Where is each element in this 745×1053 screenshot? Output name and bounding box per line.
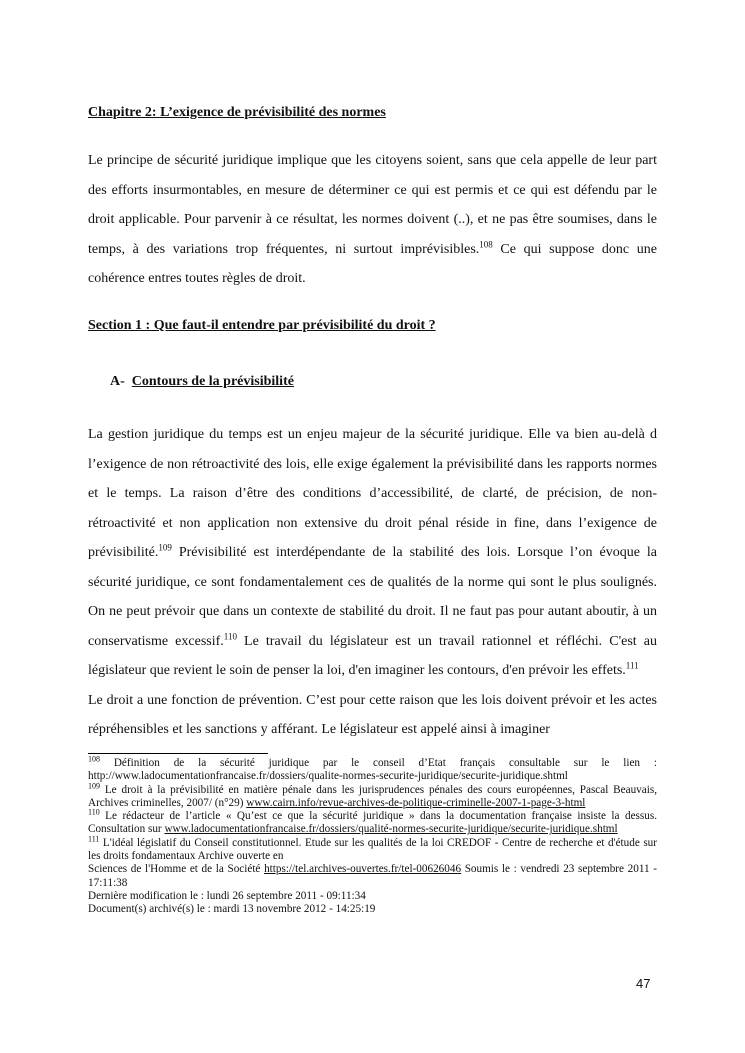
body-text-3: Le travail du législateur est un travail rationnel et réfléchi. C'est au législateur que revient le soin de penser la loi, d'en imaginer les contours, d'en prévoir les effets. — [88, 633, 657, 678]
body-paragraph-2: Le droit a une fonction de prévention. C’est pour cette raison que les lois doivent prévoir et les actes répréhensibles et les sanctions y afférant. Le législateur est appelé ainsi à imaginer — [88, 692, 657, 737]
footnote-separator — [88, 753, 268, 754]
archive-text-1a: Sciences de l'Homme et de la Société — [88, 863, 265, 876]
footnote-text-110: Le rédacteur de l’article « Qu’est ce que la sécurité juridique » dans la documentation française insiste la dessus. Consultation sur — [88, 810, 657, 836]
page-number: 47 — [636, 976, 651, 991]
footnote-ref-108[interactable]: 108 — [479, 238, 493, 249]
intro-paragraph-block — [88, 146, 657, 294]
archive-line-2: Dernière modification le : lundi 26 septembre 2011 - 09:11:34 — [88, 889, 366, 902]
subsection-title: Contours de la prévisibilité — [131, 374, 294, 389]
archive-line-1 — [88, 863, 657, 890]
intro-text: Le principe de sécurité juridique implique que les citoyens soient, sans que cela appelle de leur part des efforts insurmontables, en mesure de déterminer ce qui est permis et ce qui est défendu par le droit applicable. Pour parvenir à ce résultat, les normes doivent (..), et ne pas être soumises, dans le temps, à des variations trop fréquentes, ni surtout imprévisibles. — [88, 153, 657, 257]
footnote-ref-110[interactable]: 110 — [223, 630, 237, 641]
section-title: Section 1 : Que faut-il entendre par prévisibilité du droit ? — [88, 318, 436, 333]
footnote-text-109: Le droit à la prévisibilité en matière pénale dans les jurisprudences pénales des cours européennes, Pascal Beauvais, Archives criminelles, 2007/ (n°29) — [88, 783, 657, 809]
footnote-link-109[interactable]: www.cairn.info/revue-archives-de-politique-criminelle-2007-1-page-3-html — [246, 796, 586, 809]
footnote-link-110[interactable]: www.ladocumentationfrancaise.fr/dossiers/qualité-normes-securite-juridique/securite-juridique.shtml — [164, 823, 618, 836]
body-text-2: Prévisibilité est interdépendante de la stabilité des lois. Lorsque l’on évoque la sécurité juridique, ce sont fondamentalement ces de qualités de la norme qui sont le plus soulignés. On ne peut prévoir que dans un contexte de stabilité du droit. Il ne faut pas pour autant aboutir, à un conservatisme excessif. — [88, 545, 657, 649]
footnote-number-109: 109 — [88, 780, 100, 790]
footnote-number-110: 110 — [88, 807, 100, 817]
subsection-heading — [110, 374, 610, 390]
archive-line-3: Document(s) archivé(s) le : mardi 13 novembre 2012 - 14:25:19 — [88, 903, 376, 916]
chapter-title: Chapitre 2: L’exigence de prévisibilité des normes — [88, 105, 386, 120]
body-text-1: La gestion juridique du temps est un enjeu majeur de la sécurité juridique. Elle va bien au-delà d l’exigence de non rétroactivité des lois, elle exige également la prévisibilité dans les rapports normes et le temps. La raison d’être des conditions d’accessibilité, de clarté, de précision, de non-rétroactivité et non application non extensive du droit pénal réside in fine, dans l’exigence de prévisibilité. — [88, 427, 657, 560]
footnote-number-111: 111 — [88, 834, 100, 844]
footnote-text-111: L'idéal législatif du Conseil constitutionnel. Etude sur les qualités de la loi CREDOF - Centre de recherche et d'étude sur les droits fondamentaux Archive ouverte en — [88, 836, 657, 863]
chapter-heading-block — [88, 105, 657, 121]
intro-text-after: Ce qui suppose donc une cohérence entres toutes règles de droit. — [88, 241, 657, 286]
footnote-108 — [88, 754, 657, 784]
footnote-ref-111[interactable]: 111 — [625, 660, 639, 671]
footnote-text-108: Définition de la sécurité juridique par le conseil d’Etat français consultable sur le lien : http://www.ladocumentationfrancaise.fr/dossiers/qualite-normes-securite-juridique/securite-juridique.shtml — [88, 757, 657, 783]
section-heading-block — [88, 318, 657, 334]
footnote-110 — [88, 807, 657, 837]
archive-link[interactable]: https://tel.archives-ouvertes.fr/tel-00626046 — [264, 863, 462, 876]
footnote-111 — [88, 834, 657, 864]
footnote-109 — [88, 780, 657, 811]
body-paragraph-1 — [88, 420, 657, 686]
footnote-ref-109[interactable]: 109 — [158, 542, 172, 553]
footnotes-block — [88, 754, 657, 917]
subsection-heading-block — [110, 374, 610, 390]
subsection-prefix: A- — [110, 374, 125, 389]
footnote-number-108: 108 — [88, 754, 100, 764]
intro-paragraph — [88, 146, 657, 294]
archive-text-1b: Soumis le : vendredi 23 septembre 2011 - 17:11:38 — [88, 863, 657, 889]
body-block — [88, 420, 657, 745]
